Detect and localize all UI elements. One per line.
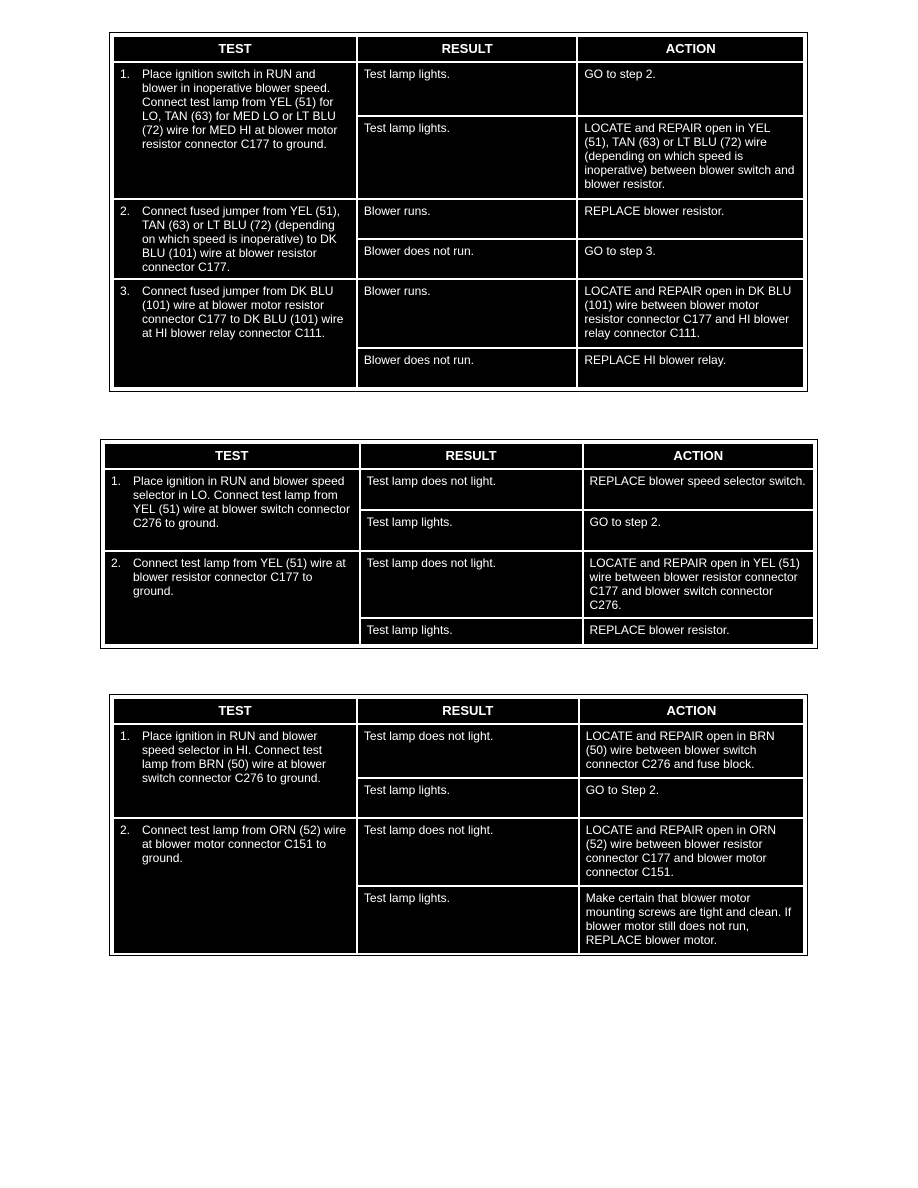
result-cell: Test lamp lights. xyxy=(357,62,577,116)
action-cell: LOCATE and REPAIR open in YEL (51) wire between blower resistor connector C177 and blower switch connector C276. xyxy=(583,551,814,619)
step-text: Connect fused jumper from DK BLU (101) wire at blower motor resistor connector C177 to DK BLU (101) wire at HI blower relay connector C111. xyxy=(142,284,344,341)
action-cell: LOCATE and REPAIR open in ORN (52) wire between blower resistor connector C177 and blower motor connector C151. xyxy=(579,818,804,886)
diagnostic-table-3 xyxy=(110,695,807,955)
result-cell: Test lamp does not light. xyxy=(360,469,583,510)
step-number: 2. xyxy=(111,555,122,570)
test-step-2 xyxy=(113,818,357,954)
result-cell: Test lamp lights. xyxy=(357,116,577,199)
step-number: 2. xyxy=(120,203,131,218)
step-number: 1. xyxy=(120,67,131,81)
test-step-3 xyxy=(113,279,357,388)
action-cell: LOCATE and REPAIR open in YEL (51), TAN (63) or LT BLU (72) wire (depending on which speed is inoperative) between blower switch and blower resistor. xyxy=(577,116,804,199)
header-result: RESULT xyxy=(360,443,583,469)
step-text: Connect fused jumper from YEL (51), TAN (63) or LT BLU (72) (depending on which speed is inoperative) to DK BLU (101) wire at blower resistor connector C177. xyxy=(142,203,341,274)
test-step-1 xyxy=(104,469,360,551)
action-cell: GO to step 3. xyxy=(577,239,804,279)
step-number: 1. xyxy=(111,474,122,488)
header-result: RESULT xyxy=(357,36,577,62)
action-cell: Make certain that blower motor mounting screws are tight and clean. If blower motor still does not run, REPLACE blower motor. xyxy=(579,886,804,954)
test-step-2 xyxy=(113,199,357,279)
result-cell: Test lamp lights. xyxy=(360,510,583,551)
action-cell: LOCATE and REPAIR open in BRN (50) wire between blower switch connector C276 and fuse block. xyxy=(579,724,804,778)
step-number: 3. xyxy=(120,284,131,299)
step-text: Connect test lamp from ORN (52) wire at blower motor connector C151 to ground. xyxy=(142,823,347,865)
diagnostic-table-2 xyxy=(101,440,817,648)
action-cell: GO to step 2. xyxy=(583,510,814,551)
result-cell: Test lamp lights. xyxy=(360,618,583,645)
header-test: TEST xyxy=(104,443,360,469)
result-cell: Test lamp does not light. xyxy=(357,818,579,886)
step-text: Place ignition switch in RUN and blower in inoperative blower speed. Connect test lamp from YEL (51) for LO, TAN (63) for MED LO or LT BLU (72) wire for MED HI at blower motor resistor connector C177 to ground. xyxy=(142,67,338,151)
test-step-2 xyxy=(104,551,360,645)
diagnostic-table-1 xyxy=(110,33,807,391)
test-step-1 xyxy=(113,724,357,818)
action-cell: REPLACE HI blower relay. xyxy=(577,348,804,388)
header-action: ACTION xyxy=(577,36,804,62)
action-cell: GO to step 2. xyxy=(577,62,804,116)
header-test: TEST xyxy=(113,36,357,62)
action-cell: REPLACE blower resistor. xyxy=(577,199,804,239)
result-cell: Blower does not run. xyxy=(357,348,577,388)
header-action: ACTION xyxy=(583,443,814,469)
result-cell: Test lamp does not light. xyxy=(360,551,583,619)
step-number: 2. xyxy=(120,823,131,837)
test-step-1 xyxy=(113,62,357,199)
result-cell: Test lamp does not light. xyxy=(357,724,579,778)
result-cell: Blower does not run. xyxy=(357,239,577,279)
action-cell: LOCATE and REPAIR open in DK BLU (101) wire between blower motor resistor connector C177 and HI blower relay connector C111. xyxy=(577,279,804,347)
header-result: RESULT xyxy=(357,698,579,724)
step-number: 1. xyxy=(120,729,131,743)
action-cell: REPLACE blower speed selector switch. xyxy=(583,469,814,510)
result-cell: Test lamp lights. xyxy=(357,778,579,818)
header-test: TEST xyxy=(113,698,357,724)
result-cell: Blower runs. xyxy=(357,279,577,347)
step-text: Place ignition in RUN and blower speed selector in HI. Connect test lamp from BRN (50) wire at blower switch connector C276 to ground. xyxy=(142,729,327,785)
step-text: Place ignition in RUN and blower speed selector in LO. Connect test lamp from YEL (51) wire at blower switch connector C276 to ground. xyxy=(133,474,350,530)
result-cell: Test lamp lights. xyxy=(357,886,579,954)
step-text: Connect test lamp from YEL (51) wire at blower resistor connector C177 to ground. xyxy=(133,555,346,598)
result-cell: Blower runs. xyxy=(357,199,577,239)
action-cell: REPLACE blower resistor. xyxy=(583,618,814,645)
action-cell: GO to Step 2. xyxy=(579,778,804,818)
header-action: ACTION xyxy=(579,698,804,724)
